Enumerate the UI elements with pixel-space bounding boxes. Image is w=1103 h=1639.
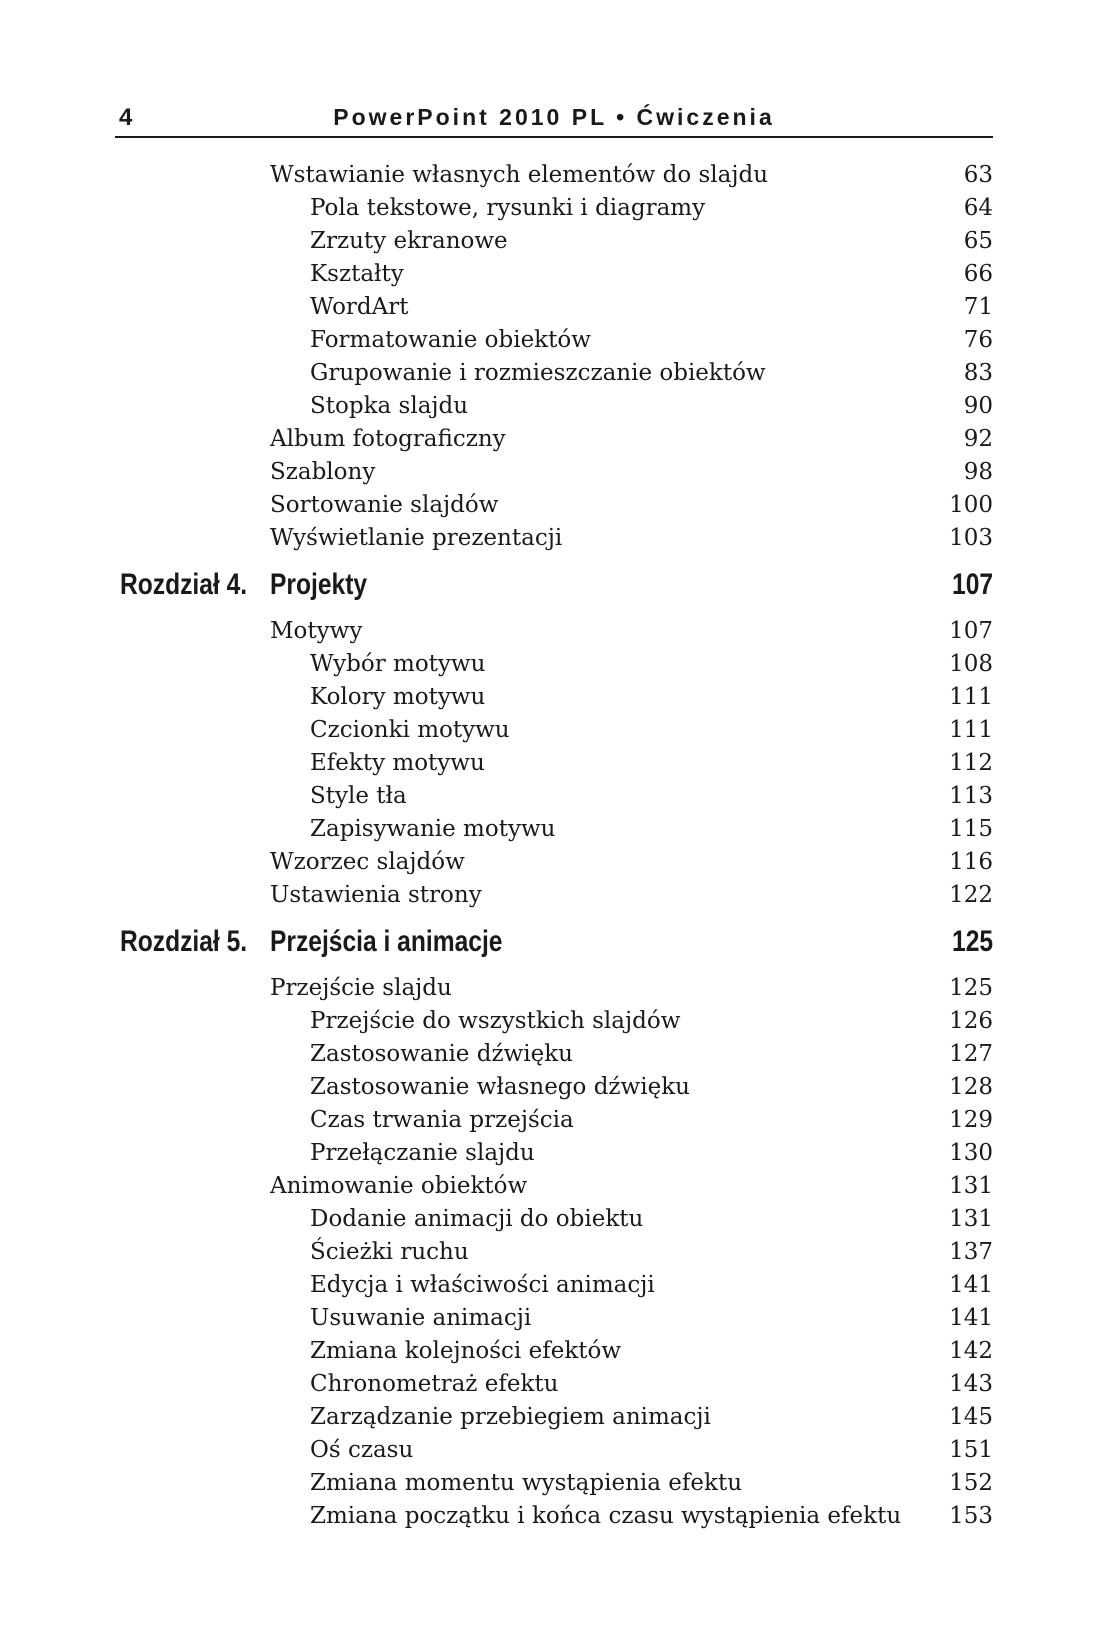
toc-entry-title: Zmiana momentu wystąpienia efektu <box>310 1470 743 1496</box>
toc-entry <box>0 1070 1103 1103</box>
toc-entry-page-number: 107 <box>949 618 993 644</box>
toc-entry-title: Grupowanie i rozmieszczanie obiektów <box>310 360 766 386</box>
toc-entry <box>0 1400 1103 1433</box>
toc-entry-page-number: 90 <box>963 393 993 419</box>
toc-entry-title: Czcionki motywu <box>310 717 510 743</box>
toc-entry-title: Zastosowanie własnego dźwięku <box>310 1074 690 1100</box>
toc-entry-title: Zmiana kolejności efektów <box>310 1338 622 1364</box>
toc-entry-title: Kształty <box>310 261 404 287</box>
toc-entry <box>0 158 1103 191</box>
table-of-contents <box>0 158 1103 1532</box>
toc-entry-page-number: 126 <box>949 1008 993 1034</box>
toc-entry-page-number: 127 <box>949 1041 993 1067</box>
toc-entry-page-number: 137 <box>949 1239 993 1265</box>
toc-entry-title: Motywy <box>270 618 363 644</box>
toc-entry <box>0 323 1103 356</box>
toc-entry <box>0 779 1103 812</box>
toc-entry-page-number: 103 <box>949 525 993 551</box>
toc-entry-title: Wzorzec slajdów <box>270 849 465 875</box>
toc-entry <box>0 1499 1103 1532</box>
toc-entry-page-number: 145 <box>949 1404 993 1430</box>
toc-entry-page-number: 130 <box>949 1140 993 1166</box>
toc-entry-page-number: 108 <box>949 651 993 677</box>
toc-entry-title: Style tła <box>310 783 407 809</box>
toc-entry-title: Formatowanie obiektów <box>310 327 591 353</box>
toc-entry-title: WordArt <box>310 294 409 320</box>
toc-entry <box>0 680 1103 713</box>
toc-entry-page-number: 100 <box>949 492 993 518</box>
toc-entry <box>0 356 1103 389</box>
toc-entry-page-number: 142 <box>949 1338 993 1364</box>
toc-entry-page-number: 92 <box>963 426 993 452</box>
running-header <box>115 100 993 138</box>
toc-entry-page-number: 129 <box>949 1107 993 1133</box>
chapter-title: Projekty <box>270 568 368 601</box>
toc-entry <box>0 1103 1103 1136</box>
chapter-label: Rozdział 4. <box>120 568 248 601</box>
toc-entry <box>0 1235 1103 1268</box>
toc-entry-page-number: 141 <box>949 1305 993 1331</box>
toc-entry <box>0 1202 1103 1235</box>
toc-entry-page-number: 152 <box>949 1470 993 1496</box>
toc-entry-page-number: 112 <box>949 750 993 776</box>
toc-entry-title: Szablony <box>270 459 376 485</box>
toc-entry <box>0 1466 1103 1499</box>
toc-entry <box>0 878 1103 911</box>
toc-entry <box>0 488 1103 521</box>
toc-entry-title: Zmiana początku i końca czasu wystąpienia efektu <box>310 1503 902 1529</box>
toc-entry <box>0 290 1103 323</box>
toc-entry <box>0 1037 1103 1070</box>
toc-entry-title: Dodanie animacji do obiektu <box>310 1206 644 1232</box>
toc-entry-page-number: 98 <box>963 459 993 485</box>
toc-entry-title: Efekty motywu <box>310 750 485 776</box>
toc-entry-title: Wstawianie własnych elementów do slajdu <box>270 162 769 188</box>
chapter-page-number: 125 <box>951 925 993 958</box>
toc-entry-page-number: 131 <box>949 1206 993 1232</box>
toc-entry <box>0 614 1103 647</box>
toc-entry-title: Zrzuty ekranowe <box>310 228 508 254</box>
toc-entry-page-number: 151 <box>949 1437 993 1463</box>
toc-entry-title: Przełączanie slajdu <box>310 1140 535 1166</box>
toc-entry <box>0 1004 1103 1037</box>
toc-entry-title: Chronometraż efektu <box>310 1371 559 1397</box>
chapter-title: Przejścia i animacje <box>270 925 503 958</box>
page-number: 4 <box>119 104 133 131</box>
chapter-page-number: 107 <box>951 568 993 601</box>
toc-entry <box>0 1334 1103 1367</box>
toc-entry-title: Animowanie obiektów <box>270 1173 528 1199</box>
toc-entry-title: Wyświetlanie prezentacji <box>270 525 563 551</box>
chapter-heading <box>0 911 1103 971</box>
toc-entry <box>0 1169 1103 1202</box>
toc-entry-page-number: 76 <box>963 327 993 353</box>
toc-entry <box>0 1268 1103 1301</box>
toc-entry <box>0 1367 1103 1400</box>
toc-entry-page-number: 111 <box>949 684 993 710</box>
toc-entry-page-number: 66 <box>963 261 993 287</box>
toc-entry-page-number: 141 <box>949 1272 993 1298</box>
toc-entry-page-number: 111 <box>949 717 993 743</box>
toc-entry <box>0 1136 1103 1169</box>
toc-entry <box>0 521 1103 554</box>
chapter-label: Rozdział 5. <box>120 925 248 958</box>
toc-entry-title: Edycja i właściwości animacji <box>310 1272 655 1298</box>
toc-entry <box>0 224 1103 257</box>
toc-entry-page-number: 128 <box>949 1074 993 1100</box>
toc-entry-title: Sortowanie slajdów <box>270 492 499 518</box>
toc-entry <box>0 812 1103 845</box>
toc-entry-title: Zapisywanie motywu <box>310 816 556 842</box>
toc-entry-title: Zarządzanie przebiegiem animacji <box>310 1404 711 1430</box>
toc-entry <box>0 971 1103 1004</box>
toc-entry-page-number: 71 <box>963 294 993 320</box>
toc-entry-title: Album fotograficzny <box>270 426 506 452</box>
toc-entry <box>0 455 1103 488</box>
toc-entry <box>0 746 1103 779</box>
toc-entry-page-number: 64 <box>963 195 993 221</box>
toc-entry <box>0 191 1103 224</box>
toc-entry-title: Zastosowanie dźwięku <box>310 1041 573 1067</box>
toc-entry-page-number: 131 <box>949 1173 993 1199</box>
toc-entry-page-number: 83 <box>963 360 993 386</box>
toc-entry <box>0 1301 1103 1334</box>
toc-entry <box>0 647 1103 680</box>
toc-entry-page-number: 116 <box>949 849 993 875</box>
toc-entry <box>0 422 1103 455</box>
toc-entry-page-number: 63 <box>963 162 993 188</box>
toc-entry-page-number: 122 <box>949 882 993 908</box>
toc-entry-title: Przejście do wszystkich slajdów <box>310 1008 681 1034</box>
toc-entry-title: Wybór motywu <box>310 651 486 677</box>
toc-entry-title: Stopka slajdu <box>310 393 469 419</box>
toc-entry <box>0 1433 1103 1466</box>
toc-entry-title: Przejście slajdu <box>270 975 452 1001</box>
toc-entry-title: Ustawienia strony <box>270 882 482 908</box>
chapter-heading <box>0 554 1103 614</box>
toc-entry <box>0 257 1103 290</box>
toc-entry-title: Oś czasu <box>310 1437 414 1463</box>
running-title: PowerPoint 2010 PL • Ćwiczenia <box>333 104 775 130</box>
toc-entry-title: Ścieżki ruchu <box>310 1239 469 1265</box>
toc-entry-title: Pola tekstowe, rysunki i diagramy <box>310 195 706 221</box>
toc-entry-title: Kolory motywu <box>310 684 486 710</box>
toc-entry <box>0 389 1103 422</box>
toc-entry-page-number: 65 <box>963 228 993 254</box>
toc-entry <box>0 713 1103 746</box>
toc-entry-title: Czas trwania przejścia <box>310 1107 574 1133</box>
toc-entry-page-number: 115 <box>949 816 993 842</box>
toc-entry-page-number: 125 <box>949 975 993 1001</box>
toc-entry-title: Usuwanie animacji <box>310 1305 532 1331</box>
toc-entry-page-number: 153 <box>949 1503 993 1529</box>
toc-entry-page-number: 113 <box>949 783 993 809</box>
toc-entry-page-number: 143 <box>949 1371 993 1397</box>
toc-entry <box>0 845 1103 878</box>
